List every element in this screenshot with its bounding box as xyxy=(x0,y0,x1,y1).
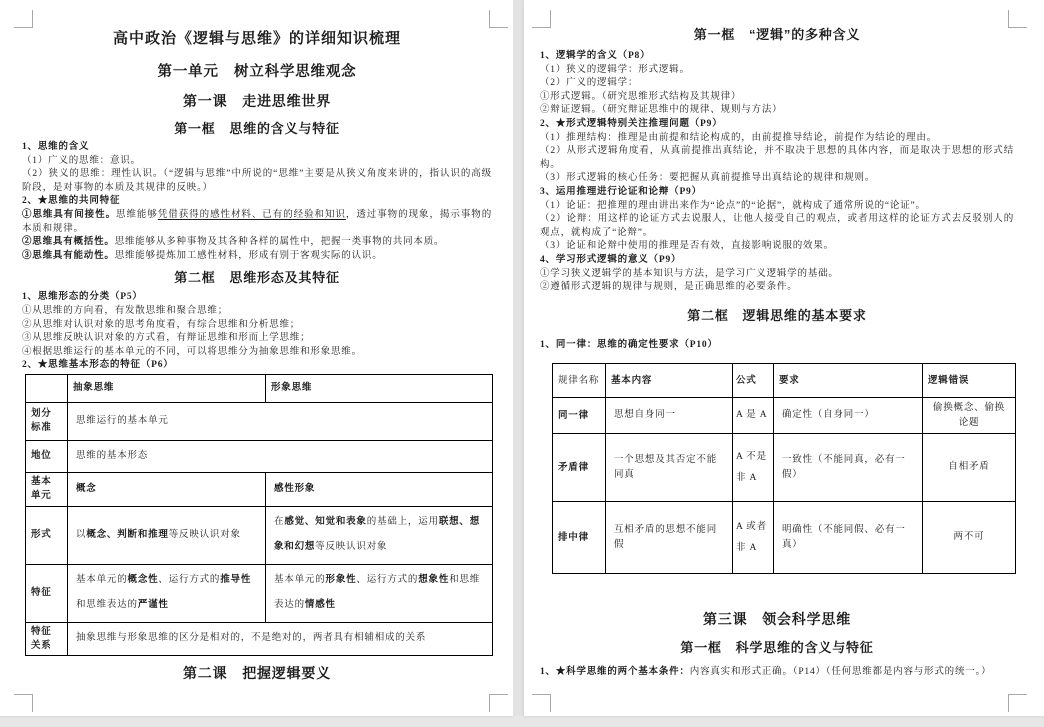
text-run: （2）狭义的思维：理性认识。（“逻辑与思维”中所说的“思维”主要是从狭义角度来讲的，指认识的高级阶段，是对事物的本质及其规律的反映。） xyxy=(22,169,492,193)
text-run: 同一律 xyxy=(558,410,589,421)
section-thinking-meaning xyxy=(22,141,492,263)
text-run: 感性形象 xyxy=(274,483,316,494)
text-run: 联想、想象和幻想 xyxy=(274,517,481,553)
text-run: 偷换概念、偷换论题 xyxy=(932,402,1006,428)
text-run: （2）论辩：用这样的论证方式去说服人，让他人接受自己的观点，或者用这样的论证方式去反驳别人的观点，就构成了“论辩”。 xyxy=(540,214,1014,238)
text-run: ，透过事物的现象，揭示事物的本质和规律。 xyxy=(22,209,493,234)
paragraph xyxy=(540,104,1014,118)
text-run: 思维能够从多种事物及其各种各样的属性中，把握一类事物的共同本质。 xyxy=(114,237,445,248)
text-run: 4、学习形式逻辑的意义（P9） xyxy=(540,254,682,265)
table-cell xyxy=(266,472,493,506)
table-cell xyxy=(606,502,733,574)
table-cell xyxy=(774,502,923,574)
paragraph xyxy=(22,359,492,373)
table-row xyxy=(26,506,493,564)
text-run: 推导性 xyxy=(220,575,252,586)
text-run: 规律名称 xyxy=(558,375,600,386)
paragraph xyxy=(540,145,1014,172)
text-run: 形象思维 xyxy=(271,383,313,394)
text-run: 等反映认识对象 xyxy=(168,529,241,540)
table-cell xyxy=(733,502,774,574)
text-run: ①形式逻辑。（研究思维形式结构及其规律） xyxy=(540,91,742,102)
header-cell xyxy=(26,402,68,440)
text-run: ④根据思维运行的基本单元的不同，可以将思维分为抽象思维和形象思维。 xyxy=(22,346,362,357)
text-run: A 是 A xyxy=(736,410,768,421)
text-run: 内容真实和形式正确。（P14）（任何思维都是内容与形式的统一。） xyxy=(689,667,992,678)
text-run: ②思维具有概括性。 xyxy=(22,237,115,248)
heading-lesson-2: 第二课 把握逻辑要义 xyxy=(183,664,331,681)
text-run: 凭借获得的感性材料、已有的经验和知识 xyxy=(157,209,346,220)
header-cell xyxy=(68,374,266,402)
text-run: 要求 xyxy=(779,375,800,386)
heading-frame-meaning-of-thinking: 第一框 思维的含义与特征 xyxy=(174,121,340,136)
text-run: ②遵循形式逻辑的规律与规则，是正确思维的必要条件。 xyxy=(540,282,798,293)
text-run: 思想自身同一 xyxy=(614,410,676,421)
text-run: ①学习狭义逻辑学的基本知识与方法，是学习广义逻辑学的基础。 xyxy=(540,268,839,279)
crop-mark-bottom-left xyxy=(532,694,551,712)
heading-frame-meanings-of-logic: 第一框 “逻辑”的多种含义 xyxy=(693,27,861,42)
paragraph xyxy=(540,200,1014,214)
text-run: 矛盾律 xyxy=(558,462,589,473)
table-row xyxy=(553,502,1016,574)
header-cell xyxy=(553,502,606,574)
paragraph xyxy=(22,141,492,155)
paragraph xyxy=(22,168,492,195)
text-run: 自相矛盾 xyxy=(948,462,990,473)
text-run: 思维能够 xyxy=(116,209,158,220)
text-run: 确定性（自身同一） xyxy=(782,410,875,421)
text-run: 等反映认识对象 xyxy=(315,542,388,553)
text-run: ③思维具有能动性。 xyxy=(22,250,115,261)
crop-mark-bottom-left xyxy=(14,694,33,712)
paragraph xyxy=(540,50,1014,64)
text-run: （1）广义的思维：意识。 xyxy=(22,155,141,166)
text-run: 情感性 xyxy=(304,600,336,611)
text-run: 2、★思维的共同特征 xyxy=(22,196,121,207)
text-run: 思维的基本形态 xyxy=(76,450,149,461)
text-run: 一致性（不能同真，必有一假） xyxy=(782,454,906,480)
table-cell xyxy=(774,398,923,434)
text-run: 想象性 xyxy=(418,575,450,586)
text-run: 非 A xyxy=(736,472,758,483)
heading-unit-1: 第一单元 树立科学思维观念 xyxy=(157,64,357,80)
table-row xyxy=(553,364,1016,398)
header-cell xyxy=(606,364,733,398)
heading-frame-logic-requirements: 第二框 逻辑思维的基本要求 xyxy=(687,307,867,323)
text-run: （3）形式逻辑的核心任务：要把握从真前提推导出真结论的规律和规则。 xyxy=(540,173,876,184)
heading-frame-thinking-forms: 第二框 思维形态及其特征 xyxy=(174,270,340,286)
table-cell xyxy=(774,434,923,502)
table-row xyxy=(553,434,1016,502)
page-divider xyxy=(513,0,524,716)
crop-mark-bottom-right xyxy=(489,694,508,712)
text-run: （3）论证和论辩中使用的推理是否有效，直接影响说服的效果。 xyxy=(540,241,834,252)
table-cell xyxy=(733,434,774,502)
text-run: 明确性（不能同假、必有一真） xyxy=(782,524,906,550)
table-cell xyxy=(68,564,266,622)
table-row xyxy=(26,622,493,655)
text-run: 划分 xyxy=(31,409,52,420)
table-cell xyxy=(733,398,774,434)
text-run: 以 xyxy=(76,529,87,540)
table-cell xyxy=(68,506,266,564)
text-run: 逻辑错误 xyxy=(928,375,970,386)
table-row xyxy=(553,398,1016,434)
table-cell xyxy=(266,506,493,564)
text-run: 思维运行的基本单元 xyxy=(76,415,169,426)
text-run: 公式 xyxy=(736,375,757,386)
text-run: 2、★思维基本形态的特征（P6） xyxy=(22,360,174,371)
paragraph xyxy=(540,213,1014,240)
paragraph xyxy=(22,319,492,333)
text-run: 标准 xyxy=(31,423,52,434)
text-run: （1）推理结构：推理是由前提和结论构成的，由前提推导结论，前提作为结论的理由。 xyxy=(540,132,937,143)
text-run: 在 xyxy=(274,517,285,528)
text-run: 两不可 xyxy=(953,532,985,543)
text-run: ②辩证逻辑。（研究辩证思维中的规律、规则与方法） xyxy=(540,105,783,116)
table-cell xyxy=(923,502,1016,574)
text-run: ①从思维的方向看，有发散思维和聚合思维； xyxy=(22,305,229,316)
text-run: ①思维具有间接性。 xyxy=(22,209,117,220)
text-run: 的基础上，运用 xyxy=(366,517,439,528)
text-run: 非 A xyxy=(736,542,758,553)
text-run: 形象性 xyxy=(325,575,357,586)
text-run: 1、同一律：思维的确定性要求（P10） xyxy=(540,339,718,350)
table-row xyxy=(26,472,493,506)
text-run: 特征 xyxy=(31,626,52,637)
paragraph xyxy=(540,172,1014,186)
text-run: 基本单元的 xyxy=(76,575,128,586)
table-row xyxy=(26,564,493,622)
table-cell xyxy=(68,472,266,506)
text-run: 1、逻辑学的含义（P8） xyxy=(540,51,651,61)
paragraph xyxy=(540,240,1014,254)
text-run: ②从思维对认识对象的思考角度看，有综合思维和分析思维； xyxy=(22,319,301,330)
text-run: 、运行方式的 xyxy=(158,575,221,586)
paragraph xyxy=(22,155,492,169)
text-run: 1、思维的含义 xyxy=(22,142,90,152)
table-row xyxy=(26,402,493,440)
paragraph-scientific-thinking-conditions xyxy=(540,666,1014,680)
header-cell xyxy=(26,374,68,402)
text-run: 单元 xyxy=(31,491,52,502)
header-cell xyxy=(26,622,68,655)
page-1-content xyxy=(22,0,492,683)
text-run: 3、运用推理进行论证和论辩（P9） xyxy=(540,186,702,197)
paragraph xyxy=(540,132,1014,146)
table-cell xyxy=(266,564,493,622)
header-cell xyxy=(266,374,493,402)
paragraph xyxy=(22,195,492,209)
text-run: 关系 xyxy=(31,640,52,651)
header-cell xyxy=(923,364,1016,398)
text-run: 1、★科学思维的两个基本条件： xyxy=(540,667,690,678)
text-run: 严谨性 xyxy=(137,600,169,611)
text-run: 特征 xyxy=(31,588,52,599)
text-run: 概念、判断和推理 xyxy=(86,529,169,540)
paragraph xyxy=(540,254,1014,268)
header-cell xyxy=(26,506,68,564)
paragraph xyxy=(540,281,1014,295)
paragraph xyxy=(540,118,1014,132)
table-cell xyxy=(923,398,1016,434)
table-cell xyxy=(68,402,493,440)
header-cell xyxy=(733,364,774,398)
page-2-content xyxy=(540,0,1014,680)
text-run: （1）狭义的逻辑学：形式逻辑。 xyxy=(540,64,690,75)
header-cell xyxy=(553,364,606,398)
paragraph xyxy=(540,186,1014,200)
header-cell xyxy=(553,434,606,502)
text-run: 感觉、知觉和表象 xyxy=(284,517,367,528)
heading-frame-scientific-thinking: 第一框 科学思维的含义与特征 xyxy=(680,640,874,656)
paragraph xyxy=(22,209,492,236)
table-row xyxy=(26,374,493,402)
text-run: 和思维表达的 xyxy=(76,600,138,611)
table-thinking-forms xyxy=(25,374,493,656)
text-run: 和思维表达的 xyxy=(274,575,481,611)
paragraph xyxy=(540,268,1014,282)
heading-lesson-3: 第三课 领会科学思维 xyxy=(703,611,851,628)
section-meanings-of-logic xyxy=(540,50,1014,295)
text-run: A 或者 xyxy=(736,521,767,532)
crop-mark-bottom-right xyxy=(1008,694,1027,712)
text-run: A 不是 xyxy=(736,451,767,462)
text-run: 抽象思维 xyxy=(73,383,115,394)
table-cell xyxy=(606,434,733,502)
text-run: 一个思想及其否定不能同真 xyxy=(614,454,718,480)
text-run: 排中律 xyxy=(558,532,589,543)
header-cell xyxy=(26,564,68,622)
table-cell xyxy=(68,440,493,472)
text-run: 基本内容 xyxy=(611,375,653,386)
document-page-2 xyxy=(524,0,1044,716)
text-run: （2）广义的逻辑学： xyxy=(540,78,639,89)
text-run: 抽象思维与形象思维的区分是相对的，不是绝对的，两者具有相辅相成的关系 xyxy=(76,633,427,644)
table-logic-laws xyxy=(552,363,1016,574)
text-run: 1、思维形态的分类（P5） xyxy=(22,292,143,303)
text-run: 概念 xyxy=(76,483,97,494)
paragraph xyxy=(22,346,492,360)
text-run: 概念性 xyxy=(127,575,159,586)
heading-lesson-1: 第一课 走进思维世界 xyxy=(183,93,331,109)
table-row xyxy=(26,440,493,472)
paragraph xyxy=(22,236,492,250)
text-run: 思维能够提炼加工感性材料，形成有别于客观实际的认识。 xyxy=(114,250,383,261)
table-cell xyxy=(606,398,733,434)
paragraph xyxy=(22,305,492,319)
text-run: 形式 xyxy=(31,530,52,541)
paragraph xyxy=(22,250,492,264)
paragraph xyxy=(540,77,1014,91)
section-thinking-forms xyxy=(22,291,492,373)
table-cell xyxy=(68,622,493,655)
text-run: 基本 xyxy=(31,477,52,488)
text-run: 2、★形式逻辑特别关注推理问题（P9） xyxy=(540,118,723,129)
document-page-1 xyxy=(0,0,513,716)
paragraph xyxy=(22,291,492,305)
table-cell xyxy=(923,434,1016,502)
header-cell xyxy=(26,472,68,506)
header-cell xyxy=(26,440,68,472)
paragraph-identity-law xyxy=(540,339,1014,353)
doc-title: 高中政治《逻辑与思维》的详细知识梳理 xyxy=(112,30,401,47)
paragraph xyxy=(540,91,1014,105)
text-run: 基本单元的 xyxy=(274,575,326,586)
text-run: （1）论证：把推理的理由讲出来作为“论点”的“论据”，就构成了通常所说的“论证”。 xyxy=(540,200,926,211)
header-cell xyxy=(553,398,606,434)
paragraph xyxy=(540,64,1014,78)
header-cell xyxy=(774,364,923,398)
text-run: 、运行方式的 xyxy=(356,575,419,586)
text-run: ③从思维反映认识对象的方式看，有辩证思维和形而上学思维； xyxy=(22,333,311,344)
paragraph xyxy=(22,332,492,346)
text-run: （2）从形式逻辑角度看，从真前提推出真结论，并不取决于思想的具体内容，而是取决于思想的形式结构。 xyxy=(540,146,1014,170)
text-run: 地位 xyxy=(31,451,52,462)
text-run: 互相矛盾的思想不能同假 xyxy=(614,524,718,550)
